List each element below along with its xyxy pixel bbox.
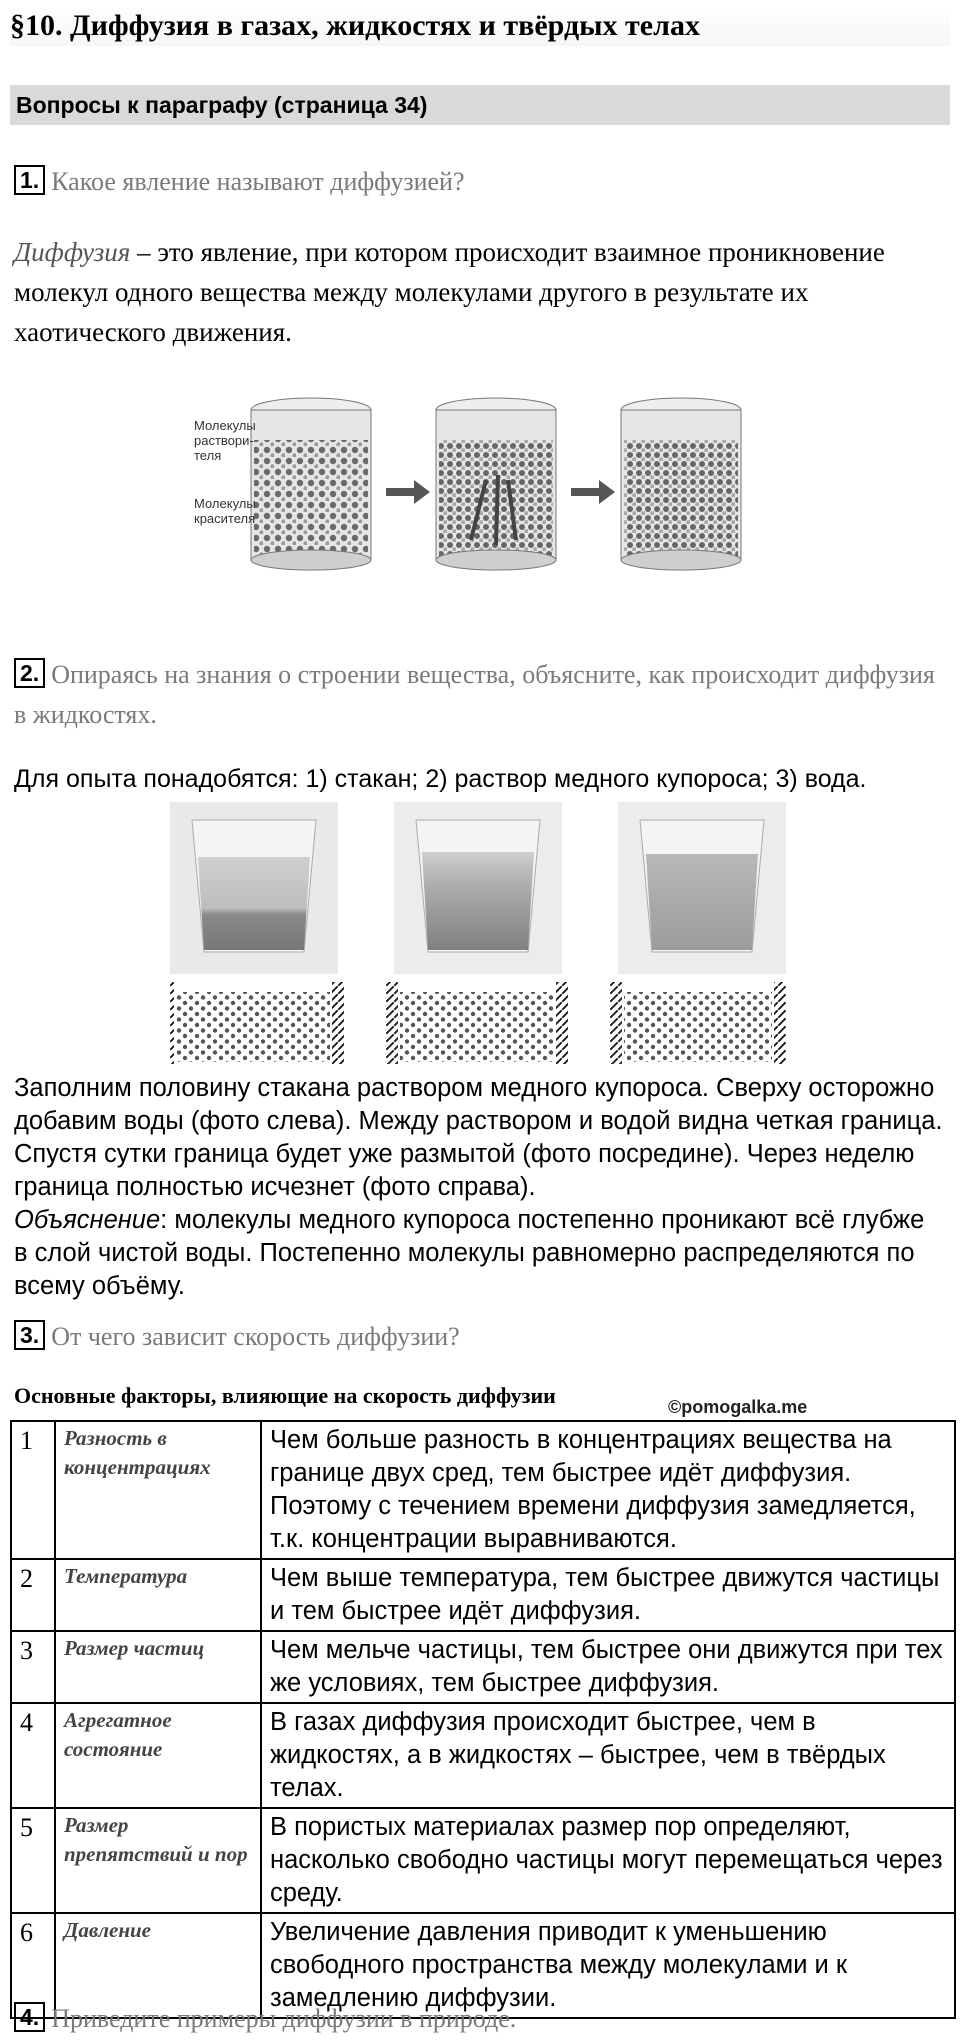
answer-2 xyxy=(14,1072,944,1303)
table-row xyxy=(11,1559,955,1631)
row-number: 5 xyxy=(11,1808,55,1913)
arrow-right-icon xyxy=(571,480,615,504)
beaker-1 xyxy=(251,398,371,570)
row-description: Чем выше температура, тем быстрее движутся частицы и тем быстрее идёт диффузия. xyxy=(261,1559,955,1631)
label-solvent-molecules: Молекулы раствори-теля xyxy=(194,418,256,463)
watermark: ©pomogalka.me xyxy=(668,1397,808,1417)
row-number: 2 xyxy=(11,1559,55,1631)
row-description: В пористых материалах размер пор определяют, насколько свободно частицы могут перемещаться через среду. xyxy=(261,1808,955,1913)
row-description: Чем больше разность в концентрациях вещества на границе двух сред, тем быстрее идёт диффузия. Поэтому с течением времени диффузия замедляется, т.к. концентрации выравниваются. xyxy=(261,1421,955,1559)
experiment-needs: Для опыта понадобятся: 1) стакан; 2) раствор медного купороса; 3) вода. xyxy=(14,765,867,793)
table-caption: Основные факторы, влияющие на скорость диффузии xyxy=(14,1383,556,1408)
row-factor: Температура xyxy=(55,1559,261,1631)
explanation-term: Объяснение xyxy=(14,1206,161,1234)
particle-box-left xyxy=(170,982,344,1064)
row-description: В газах диффузия происходит быстрее, чем в жидкостях, а в жидкостях – быстрее, чем в твёрдых телах. xyxy=(261,1703,955,1808)
particle-box-middle xyxy=(386,982,568,1064)
beaker-3 xyxy=(621,398,741,570)
arrow-right-icon xyxy=(386,480,430,504)
beaker-2 xyxy=(436,398,556,570)
question-number: 1. xyxy=(14,165,45,195)
glass-photo-right xyxy=(618,802,786,974)
answer-text: Заполним половину стакана раствором медного купороса. Сверху осторожно добавим воды (фото слева). Между раствором и водой видна четкая граница. Спустя сутки граница будет уже размытой (фото посредине). Через неделю граница полностью исчезнет (фото справа). xyxy=(14,1074,943,1201)
question-text: Опираясь на знания о строении вещества, объясните, как происходит диффузия в жидкостях. xyxy=(14,660,935,729)
diffusion-factors-table xyxy=(10,1420,956,2019)
question-1 xyxy=(14,165,465,199)
row-factor: Размер частиц xyxy=(55,1631,261,1703)
label-dye-molecules: Молекулы красителя xyxy=(194,496,256,526)
row-description: Увеличение давления приводит к уменьшению свободного пространства между молекулами и к замедлению диффузии. xyxy=(261,1913,955,2018)
row-number: 3 xyxy=(11,1631,55,1703)
row-factor: Разность в концентрациях xyxy=(55,1421,261,1559)
answer-1 xyxy=(14,232,950,352)
row-factor: Размер препятствий и пор xyxy=(55,1808,261,1913)
row-number: 4 xyxy=(11,1703,55,1808)
question-text: Какое явление называют диффузией? xyxy=(51,167,465,196)
question-number: 3. xyxy=(14,1320,45,1350)
page-title: §10. Диффузия в газах, жидкостях и твёрдых телах xyxy=(10,6,950,46)
table-row xyxy=(11,1703,955,1808)
table-row xyxy=(11,1421,955,1559)
question-2 xyxy=(14,655,950,735)
row-description: Чем мельче частицы, тем быстрее они движутся при тех же условиях, тем быстрее диффузия. xyxy=(261,1631,955,1703)
section-heading: Вопросы к параграфу (страница 34) xyxy=(10,85,950,125)
glass-photo-left xyxy=(170,802,338,974)
answer-text: – это явление, при котором происходит взаимное проникновение молекул одного вещества между молекулами другого в результате их хаотического движения. xyxy=(14,237,885,347)
term-diffusion: Диффузия xyxy=(14,237,131,267)
row-number: 1 xyxy=(11,1421,55,1559)
row-factor: Агрегатное состояние xyxy=(55,1703,261,1808)
question-number: 4. xyxy=(14,2002,45,2032)
particle-box-right xyxy=(610,982,786,1064)
diffusion-beakers-figure xyxy=(186,380,776,580)
question-number: 2. xyxy=(14,658,45,688)
question-text: От чего зависит скорость диффузии? xyxy=(51,1322,460,1351)
row-number: 6 xyxy=(11,1913,55,2018)
question-text: Приведите примеры диффузии в природе. xyxy=(51,2004,517,2033)
question-4 xyxy=(14,2002,516,2036)
table-row xyxy=(11,1808,955,1913)
explanation-text: : молекулы медного купороса постепенно проникают всё глубже в слой чистой воды. Постепенно молекулы равномерно распределяются по всему объёму. xyxy=(14,1206,925,1300)
glass-photo-middle xyxy=(394,802,562,974)
copper-sulfate-glasses-figure xyxy=(170,802,790,1064)
table-row xyxy=(11,1631,955,1703)
question-3 xyxy=(14,1320,460,1354)
row-factor: Давление xyxy=(55,1913,261,2018)
